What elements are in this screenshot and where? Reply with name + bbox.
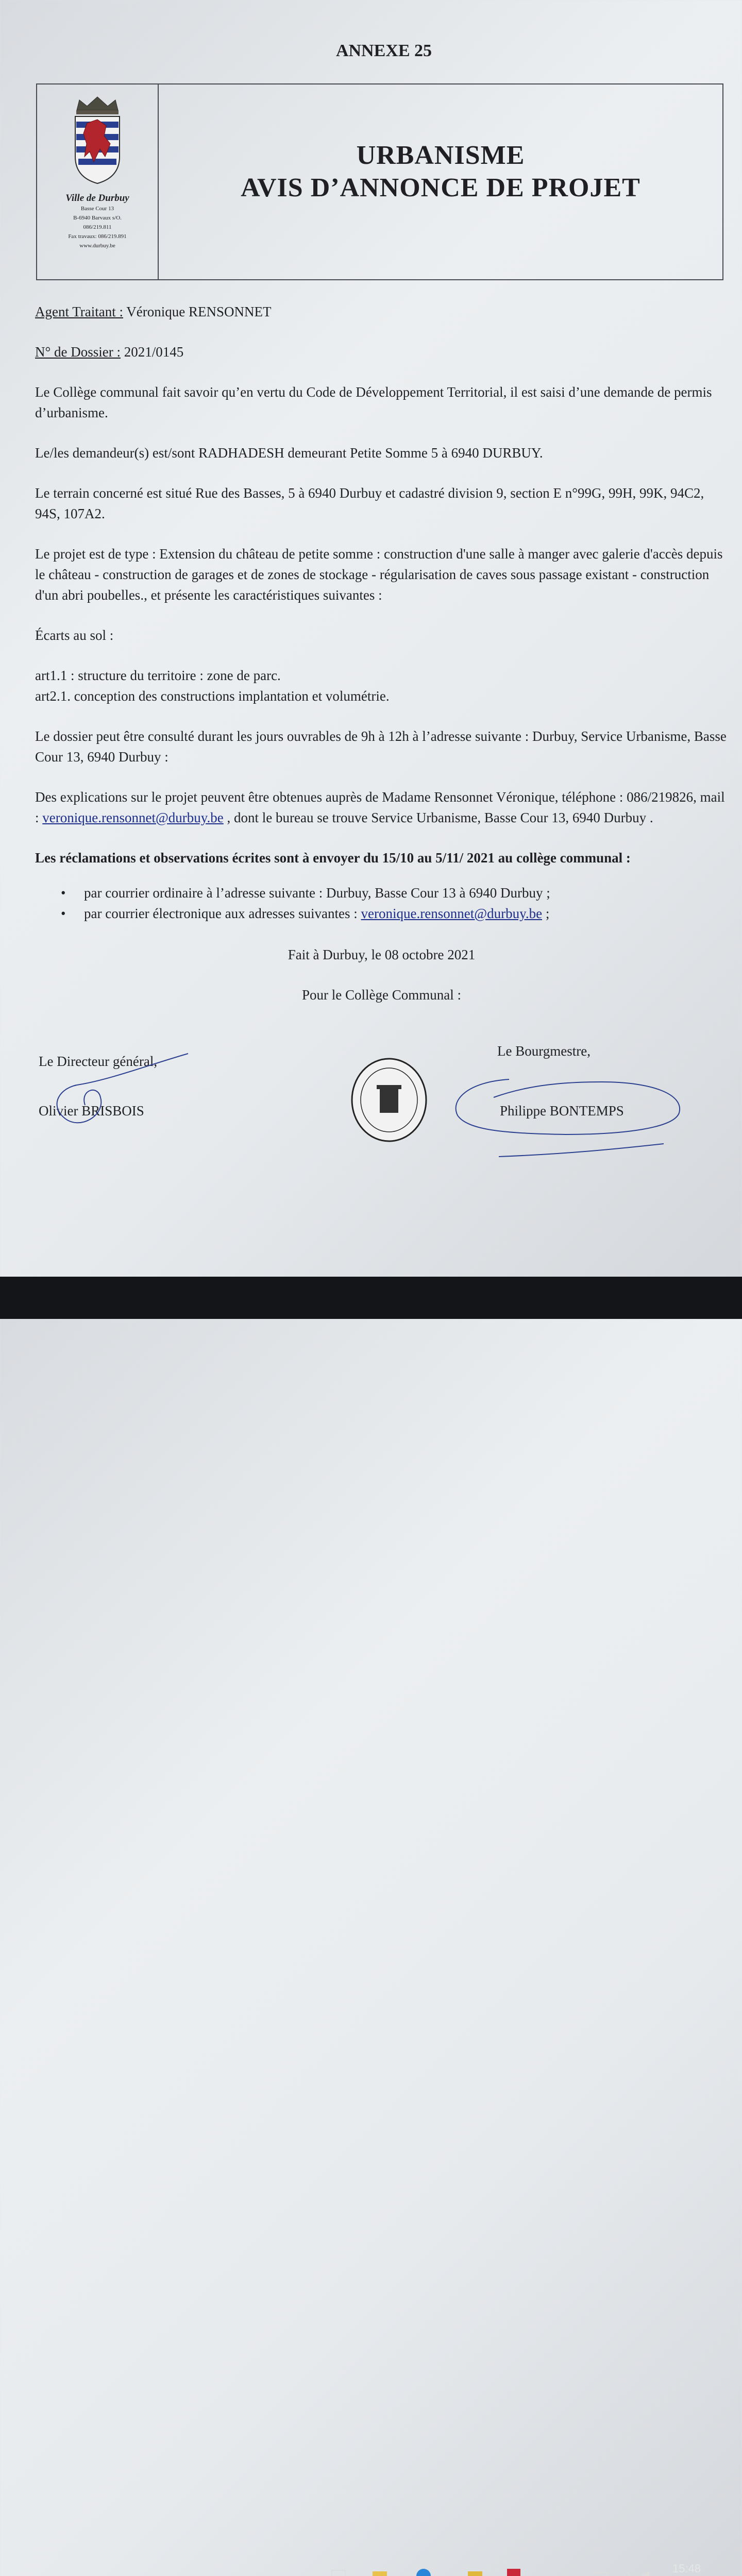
pdf-reader-icon[interactable]	[505, 2567, 522, 2576]
bullet-list	[35, 883, 728, 924]
title-avis: AVIS D’ANNONCE DE PROJET	[241, 173, 640, 202]
ville-name: Ville de Durbuy	[65, 193, 129, 204]
article-2: art2.1. conception des constructions implantation et volumétrie.	[35, 688, 390, 704]
title-cell	[159, 84, 722, 279]
folder-icon[interactable]	[466, 2567, 484, 2576]
dossier-line	[35, 342, 728, 362]
address-line: www.durbuy.be	[79, 243, 115, 249]
email-link[interactable]: veronique.rensonnet@durbuy.be	[42, 810, 224, 825]
ecarts-label: Écarts au sol :	[35, 628, 114, 643]
address-line: B-6940 Barvaux s/O.	[73, 215, 122, 221]
terrain-paragraph: Le terrain concerné est situé Rue des Basses, 5 à 6940 Durbuy et cadastré division 9, section E n°99G, 99H, 99K, 94C2, 94S, 107A2.	[35, 485, 704, 521]
bullet2-text: par courrier électronique aux adresses suivantes :	[84, 906, 358, 921]
bullet2-tail: ;	[545, 906, 550, 921]
taskbar-time: 15:48	[672, 2562, 701, 2575]
address-line: 086/219.811	[83, 224, 112, 230]
bourgmestre-name: Philippe BONTEMPS	[500, 1103, 624, 1118]
agent-line	[35, 301, 728, 322]
edge-browser-icon[interactable]	[415, 2567, 432, 2576]
battery-icon[interactable]	[593, 2567, 610, 2576]
address-line: Fax travaux: 086/219.891	[68, 233, 127, 240]
list-item	[61, 903, 728, 924]
demandeur-paragraph: Le/les demandeur(s) est/sont RADHADESH demeurant Petite Somme 5 à 6940 DURBUY.	[35, 445, 543, 461]
bourgmestre-title: Le Bourgmestre,	[497, 1043, 591, 1059]
explications-text: Des explications sur le projet peuvent être obtenues auprès de Madame Rensonnet Véronique, téléphone : 086/219826, mail :	[35, 789, 725, 825]
taskbar	[0, 1277, 742, 2575]
articles	[35, 665, 728, 706]
taskbar-date	[672, 2575, 729, 2576]
taskbar-clock[interactable]	[672, 2562, 729, 2576]
dossier-label: N° de Dossier :	[35, 344, 121, 360]
directeur-name: Olivier BRISBOIS	[39, 1103, 144, 1118]
volume-icon[interactable]	[639, 2567, 656, 2576]
official-seal-icon	[348, 1056, 430, 1144]
bourgmestre-signature-icon	[447, 1072, 689, 1164]
email-link[interactable]: veronique.rensonnet@durbuy.be	[361, 906, 543, 921]
title-urbanisme: URBANISME	[356, 141, 525, 170]
article-1: art1.1 : structure du territoire : zone de parc.	[35, 668, 281, 683]
list-item: • par courrier ordinaire à l’adresse suivante : Durbuy, Basse Cour 13 à 6940 Durbuy ;	[61, 883, 728, 903]
college-paragraph: Le Collège communal fait savoir qu’en vertu du Code de Développement Territorial, il est saisi d’une demande de permis d’urbanisme.	[35, 384, 712, 420]
agent-label: Agent Traitant :	[35, 304, 124, 319]
explications-paragraph	[35, 787, 728, 828]
document-body	[35, 301, 728, 1025]
network-icon[interactable]	[618, 2567, 636, 2576]
dossier-value: 2021/0145	[124, 344, 184, 360]
fait-line: Fait à Durbuy, le 08 octobre 2021	[288, 947, 476, 962]
chevron-up-icon[interactable]	[572, 2567, 589, 2576]
directeur-title: Le Directeur général,	[39, 1054, 158, 1069]
explications-tail: , dont le bureau se trouve Service Urbanisme, Basse Cour 13, 6940 Durbuy .	[227, 810, 653, 825]
agent-value: Véronique RENSONNET	[126, 304, 272, 319]
file-explorer-icon[interactable]	[371, 2567, 389, 2576]
annexe-label: ANNEXE 25	[335, 41, 432, 60]
address-line: Basse Cour 13	[80, 206, 114, 212]
pour-line: Pour le Collège Communal :	[302, 987, 461, 1003]
durbuy-crest-icon	[69, 95, 126, 188]
directeur-signature-icon	[49, 1048, 198, 1131]
projet-paragraph: Le projet est de type : Extension du château de petite somme : construction d'une salle à manger avec galerie d'accès depuis le château - construction de garages et de zones de stockage - régularisation de caves sous passage existant - construction d'un abri poubelles., et présente les caractéristiques suivantes :	[35, 546, 723, 603]
consult-paragraph: Le dossier peut être consulté durant les jours ouvrables de 9h à 12h à l’adresse suivante : Durbuy, Service Urbanisme, Basse Cour 13, 6940 Durbuy :	[35, 728, 727, 765]
document-page	[0, 0, 742, 1273]
task-view-icon[interactable]	[330, 2567, 347, 2576]
reclamations-heading: Les réclamations et observations écrites sont à envoyer du 15/10 au 5/11/ 2021 au collège communal :	[35, 850, 631, 866]
header-box	[36, 83, 723, 280]
logo-cell	[37, 84, 159, 279]
